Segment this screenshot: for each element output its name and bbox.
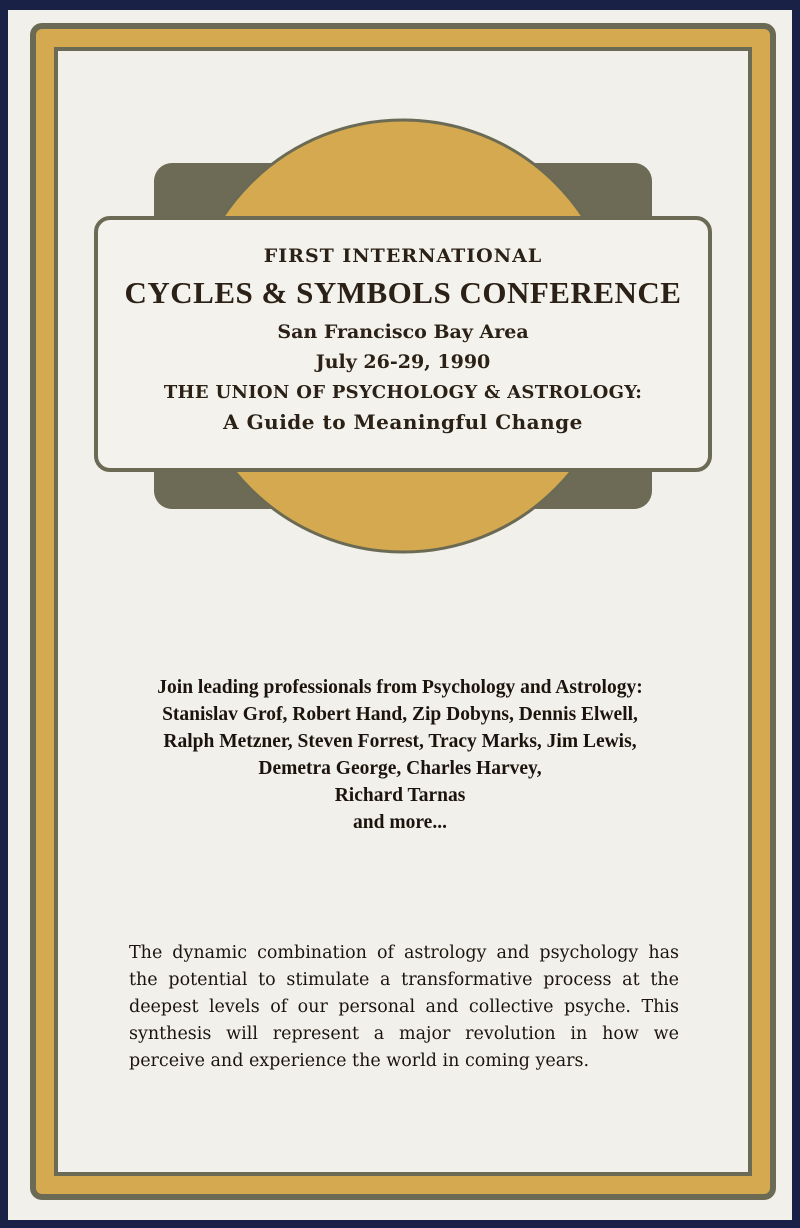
speakers-row: Demetra George, Charles Harvey, [258,758,542,779]
speakers-row: Ralph Metzner, Steven Forrest, Tracy Marks, Jim Lewis, [163,731,637,752]
conference-theme: THE UNION OF PSYCHOLOGY & ASTROLOGY: [163,382,643,403]
speakers-section [48,674,752,836]
conference-subtitle: A Guide to Meaningful Change [223,410,583,434]
speakers-row: Stanislav Grof, Robert Hand, Zip Dobyns, Dennis Elwell, [162,704,638,725]
conference-title: CYCLES & SYMBOLS CONFERENCE [124,275,682,310]
speakers-row: Richard Tarnas [334,785,466,806]
conference-pretitle: FIRST INTERNATIONAL [263,245,543,267]
conference-blurb: The dynamic combination of astrology and psychology has the potential to stimulate a transformative process at the deepest levels of our personal and collective psyche. This synthesis will represent a major revolution in how we perceive and experience the world in coming years. [129,943,679,1071]
conference-location: San Francisco Bay Area [277,321,529,343]
conference-title-box [94,216,712,472]
brochure-page [8,10,792,1220]
speakers-intro: Join leading professionals from Psychology and Astrology: [157,677,643,698]
conference-dates: July 26-29, 1990 [315,351,491,373]
speakers-more: and more... [353,812,447,833]
